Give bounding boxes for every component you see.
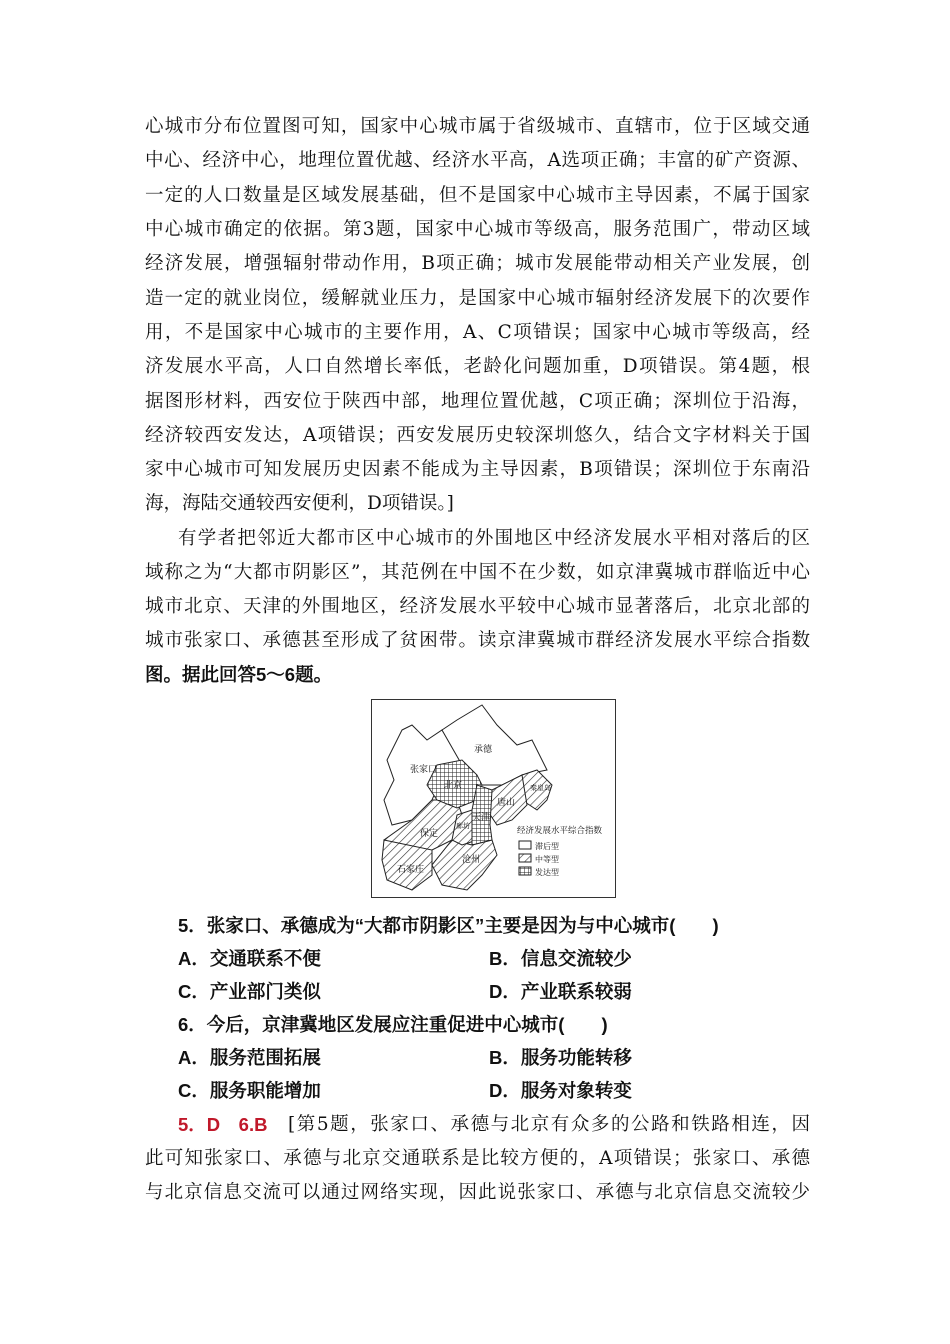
legend-swatch-lagging — [519, 841, 531, 849]
q6-option-b: B．服务功能转移 — [489, 1047, 632, 1068]
text-line: 经济发展，增强辐射带动作用，B项正确；城市发展能带动相关产业发展，创 — [145, 253, 810, 274]
text-line: 据图形材料，西安位于陕西中部，地理位置优越，C项正确；深圳位于沿海， — [145, 391, 810, 412]
map-figure — [372, 700, 614, 896]
text-line: 用，不是国家中心城市的主要作用，A、C项错误；国家中心城市等级高，经 — [145, 322, 810, 343]
city-label: 北京 — [444, 781, 463, 791]
city-label: 承德 — [474, 745, 493, 755]
city-label: 张家口 — [410, 765, 438, 775]
answer-line: [第5题，张家口、承德与北京有众多的公路和铁路相连，因 — [288, 1114, 810, 1135]
q5-option-c: C．产业部门类似 — [178, 981, 321, 1002]
question-5-stem: 5．张家口、承德成为“大都市阴影区”主要是因为与中心城市( ) — [178, 915, 719, 936]
city-label: 保定 — [420, 829, 439, 839]
text-line: 中心城市确定的依据。第3题，国家中心城市等级高，服务范围广，带动区域 — [145, 219, 810, 240]
text-line: 一定的人口数量是区域发展基础，但不是国家中心城市主导因素，不属于国家 — [145, 185, 810, 206]
region-cangzhou — [432, 840, 497, 890]
legend-swatch-medium — [519, 854, 531, 862]
text-line: 济发展水平高，人口自然增长率低，老龄化问题加重，D项错误。第4题，根 — [145, 356, 810, 377]
text-line: 家中心城市可知发展历史因素不能成为主导因素，B项错误；深圳位于东南沿 — [145, 459, 810, 480]
answer-line: 与北京信息交流可以通过网络实现，因此说张家口、承德与北京信息交流较少 — [145, 1182, 810, 1203]
legend-label: 中等型 — [535, 855, 559, 864]
legend-label: 发达型 — [535, 868, 559, 877]
text-line: 造一定的就业岗位，缓解就业压力，是国家中心城市辐射经济发展下的次要作 — [145, 288, 810, 309]
q5-option-a: A．交通联系不便 — [178, 948, 321, 969]
intro-line: 城市张家口、承德甚至形成了贫困带。读京津冀城市群经济发展水平综合指数 — [145, 630, 810, 651]
legend-label: 滞后型 — [535, 842, 559, 851]
intro-line: 城市北京、天津的外围地区，经济发展水平较中心城市显著落后，北京北部的 — [145, 596, 810, 617]
text-line: 经济较西安发达，A项错误；西安发展历史较深圳悠久，结合文字材料关于国 — [145, 425, 810, 446]
answer-line: 此可知张家口、承德与北京交通联系是比较方便的，A项错误；张家口、承德 — [145, 1148, 810, 1169]
city-label: 廊坊 — [456, 822, 470, 830]
q6-option-a: A．服务范围拓展 — [178, 1047, 321, 1068]
q6-option-c: C．服务职能增加 — [178, 1080, 321, 1101]
city-label: 天津 — [472, 813, 491, 823]
legend-swatch-developed — [519, 867, 531, 875]
intro-line: 图。据此回答5～6题。 — [145, 664, 333, 685]
text-line: 海，海陆交通较西安便利，D项错误。] — [145, 493, 454, 514]
legend-title: 经济发展水平综合指数 — [517, 826, 603, 836]
answer-keys: 5．D 6.B — [178, 1114, 268, 1135]
text-line: 中心、经济中心，地理位置优越、经济水平高，A选项正确；丰富的矿产资源、 — [145, 150, 810, 171]
city-label: 唐山 — [497, 798, 516, 808]
city-label: 沧州 — [462, 855, 481, 865]
q5-option-b: B．信息交流较少 — [489, 948, 632, 969]
jingjinji-map — [371, 699, 616, 898]
question-6-stem: 6．今后，京津冀地区发展应注重促进中心城市( ) — [178, 1014, 608, 1035]
intro-line: 有学者把邻近大都市区中心城市的外围地区中经济发展水平相对落后的区 — [178, 528, 810, 549]
text-line: 心城市分布位置图可知，国家中心城市属于省级城市、直辖市，位于区域交通 — [145, 116, 810, 137]
city-label: 秦皇岛 — [530, 784, 551, 792]
city-label: 石家庄 — [397, 865, 425, 875]
intro-line: 域称之为“大都市阴影区”，其范例在中国不在少数，如京津冀城市群临近中心 — [145, 562, 810, 583]
q5-option-d: D．产业联系较弱 — [489, 981, 632, 1002]
q6-option-d: D．服务对象转变 — [489, 1080, 632, 1101]
